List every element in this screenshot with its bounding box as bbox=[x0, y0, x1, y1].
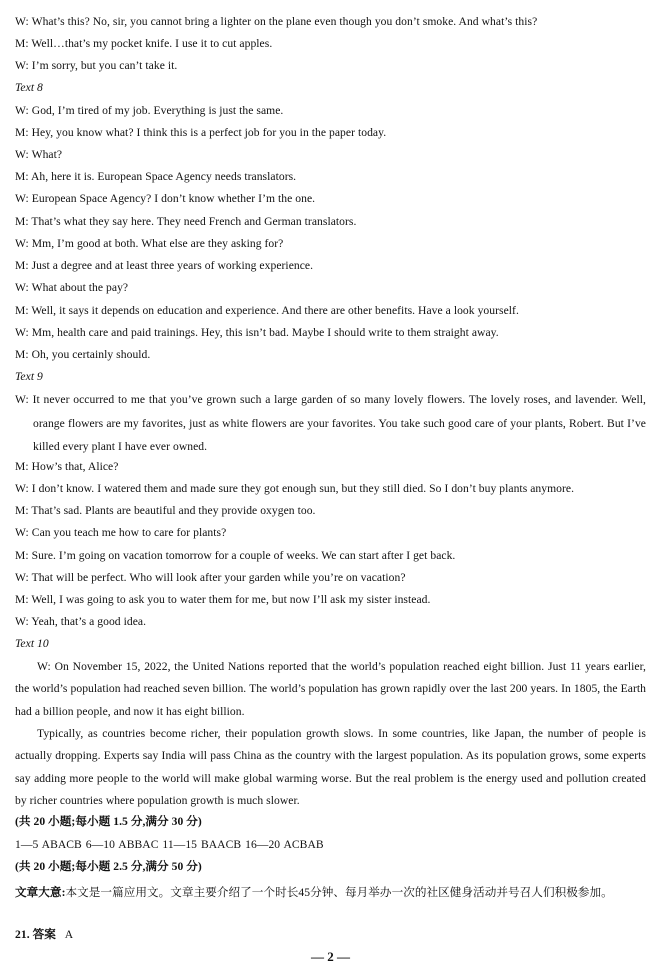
dialogue-line: M: Sure. I’m going on vacation tomorrow for a couple of weeks. We can start after I get back. bbox=[15, 549, 456, 562]
dialogue-line: W: God, I’m tired of my job. Everything is just the same. bbox=[15, 104, 284, 117]
dialogue-line: W: Mm, I’m good at both. What else are they asking for? bbox=[15, 237, 284, 250]
dialogue-line: M: Hey, you know what? I think this is a perfect job for you in the paper today. bbox=[15, 126, 387, 139]
question-21 bbox=[15, 928, 646, 942]
summary-text: 本文是一篇应用文。文章主要介绍了一个时长45分钟、每月举办一次的社区健身活动并号召人们积极参加。 bbox=[65, 886, 613, 899]
section-label-text-9: Text 9 bbox=[15, 370, 43, 383]
dialogue-line: M: Well, it says it depends on education and experience. And there are other benefits. Have a look yourself. bbox=[15, 304, 519, 317]
dialogue-line: M: That’s sad. Plants are beautiful and they provide oxygen too. bbox=[15, 504, 316, 517]
section-label-text-8: Text 8 bbox=[15, 81, 43, 94]
answer-key: 1—5 ABACB 6—10 ABBAC 11—15 BAACB 16—20 ACBAB bbox=[15, 838, 324, 851]
dialogue-line: W: That will be perfect. Who will look after your garden while you’re on vacation? bbox=[15, 571, 406, 584]
page-number: — 2 — bbox=[311, 949, 350, 964]
dialogue-line: M: That’s what they say here. They need French and German translators. bbox=[15, 215, 357, 228]
monologue-paragraph: W: On November 15, 2022, the United Nations reported that the world’s population reached eight billion. Just 11 years earlier, the world’s population had reached seven billion. The world’s population has grown rapidly over the last 200 years. In 1805, the Earth had a billion people, and now it has eight billion. bbox=[15, 660, 646, 718]
dialogue-line: W: Can you teach me how to care for plants? bbox=[15, 526, 227, 539]
dialogue-line: M: Just a degree and at least three years of working experience. bbox=[15, 259, 314, 272]
dialogue-line: W: European Space Agency? I don’t know whether I’m the one. bbox=[15, 192, 316, 205]
dialogue-line: M: Well, I was going to ask you to water them for me, but now I’ll ask my sister instead. bbox=[15, 593, 431, 606]
dialogue-line: M: Oh, you certainly should. bbox=[15, 348, 151, 361]
summary-label: 文章大意: bbox=[15, 886, 66, 899]
dialogue-line: W: Yeah, that’s a good idea. bbox=[15, 615, 147, 628]
dialogue-line: W: What’s this? No, sir, you cannot bring a lighter on the plane even though you don’t smoke. And what’s this? bbox=[15, 15, 538, 28]
dialogue-line: W: Mm, health care and paid trainings. Hey, this isn’t bad. Maybe I should write to them straight away. bbox=[15, 326, 499, 339]
section-scoring-note: (共 20 小题;每小题 1.5 分,满分 30 分) bbox=[15, 815, 202, 828]
dialogue-line: W: What? bbox=[15, 148, 63, 161]
monologue-paragraph: Typically, as countries become richer, their population growth slows. In some countries, like Japan, the number of people is actually dropping. Experts say India will pass China as the country with the largest population. As its population grows, some experts say adding more people to the world will make global warming worse. But the real problem is the energy used and pollution created by richer countries where population growth is much slower. bbox=[15, 727, 646, 807]
section-scoring-note: (共 20 小题;每小题 2.5 分,满分 50 分) bbox=[15, 860, 202, 873]
dialogue-line: W: I don’t know. I watered them and made sure they got enough sun, but they still died. So I don’t buy plants anymore. bbox=[15, 482, 575, 495]
dialogue-line: M: How’s that, Alice? bbox=[15, 460, 119, 473]
q21-answer: A bbox=[64, 928, 74, 941]
dialogue-line: M: Ah, here it is. European Space Agency needs translators. bbox=[15, 170, 297, 183]
dialogue-paragraph: W: It never occurred to me that you’ve grown such a large garden of so many lovely flowers. The lovely roses, and lavender. Well, orange flowers are my favorites, just as white flowers are your favorites. You take such good care of your plants, Robert. But I’ve killed every plant I have ever owned. bbox=[15, 393, 646, 453]
dialogue-line: W: What about the pay? bbox=[15, 281, 129, 294]
dialogue-line: M: Well…that’s my pocket knife. I use it to cut apples. bbox=[15, 37, 273, 50]
summary-block bbox=[15, 882, 646, 905]
section-label-text-10: Text 10 bbox=[15, 637, 49, 650]
q21-label: 21. 答案 bbox=[15, 928, 56, 941]
dialogue-line: W: I’m sorry, but you can’t take it. bbox=[15, 59, 178, 72]
